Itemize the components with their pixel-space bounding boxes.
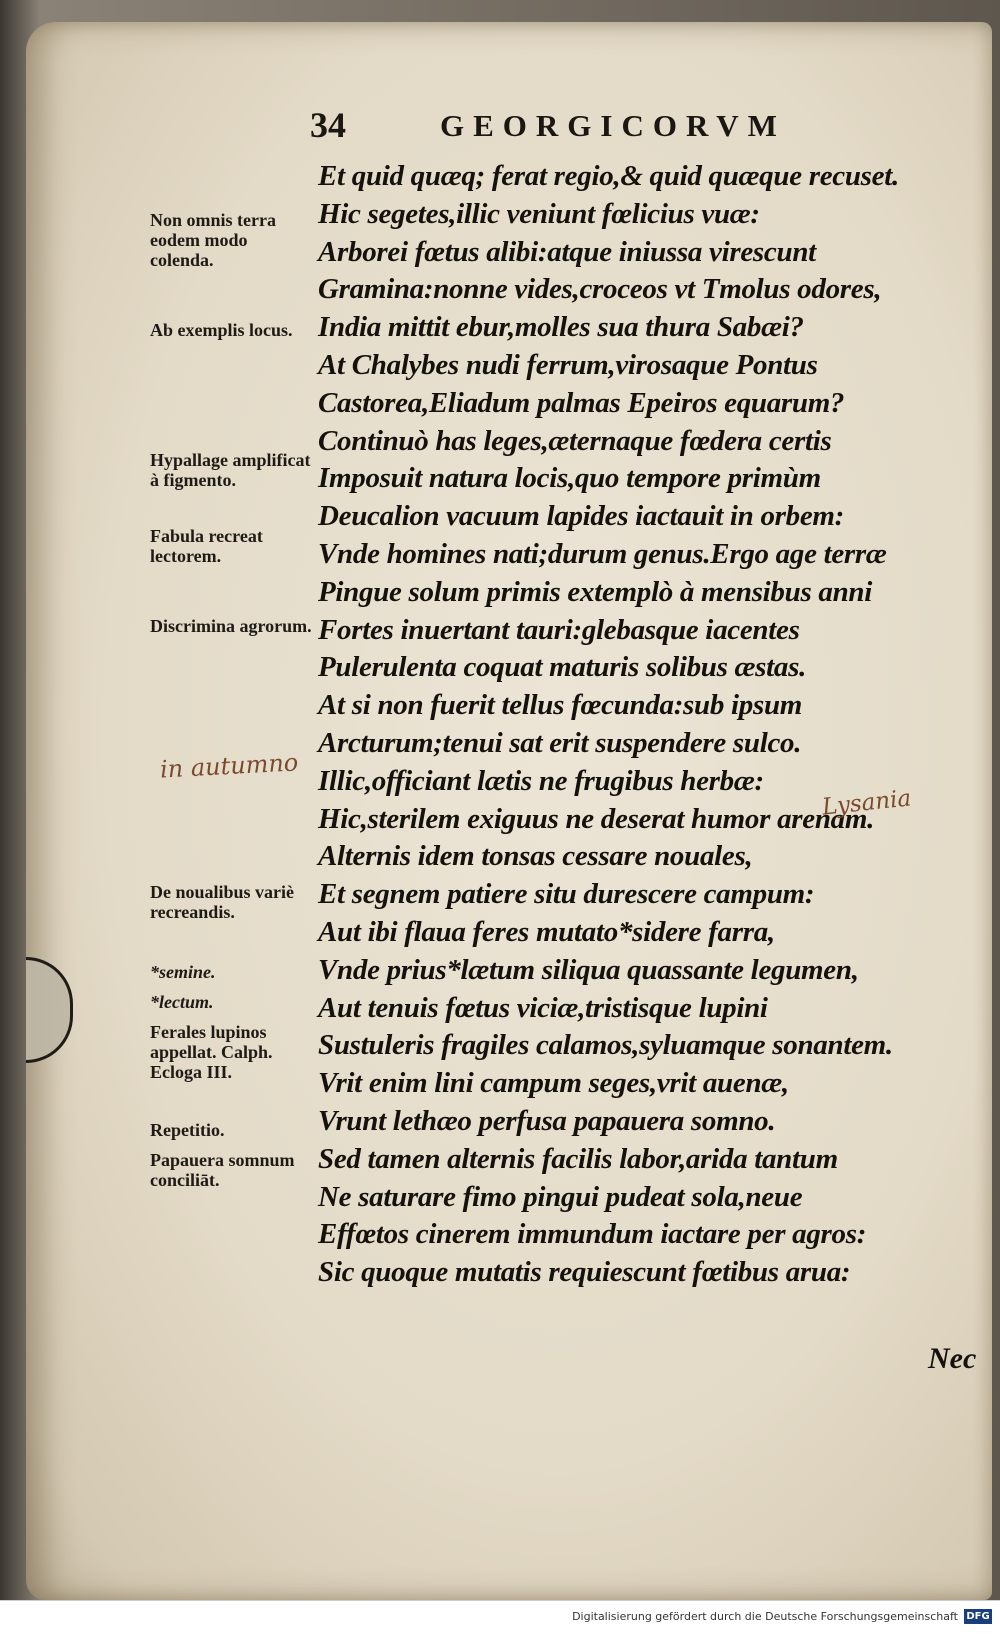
verse-line: Illic,officiant lætis ne frugibus herbæ:: [318, 764, 764, 797]
page-clip-icon: [26, 957, 73, 1063]
verse-line: Effœtos cinerem immundum iactare per agros:: [318, 1218, 867, 1251]
verse-line: At Chalybes nudi ferrum,virosaque Pontus: [318, 348, 818, 381]
page-number: 34: [310, 105, 346, 145]
verse-line: Vrit enim lini campum seges,vrit auenæ,: [318, 1067, 789, 1100]
verse-line: Deucalion vacuum lapides iactauit in orbem:: [318, 500, 845, 533]
verse-line: Gramina:nonne vides,croceos vt Tmolus odores,: [318, 273, 882, 306]
marginal-note: Fabula recreat lectorem.: [150, 526, 263, 566]
verse-line: Castorea,Eliadum palmas Epeiros equarum?: [318, 386, 845, 419]
marginal-note: Ferales lupinos appellat. Calph. Ecloga III.: [150, 1022, 273, 1082]
verse-line: Et segnem patiere situ durescere campum:: [318, 878, 815, 911]
verse-line: Arcturum;tenui sat erit suspendere sulco.: [318, 726, 802, 759]
handwritten-annotation: Lysania: [820, 785, 913, 821]
verse-line: Ne saturare fimo pingui pudeat sola,neue: [318, 1180, 803, 1213]
running-head: GEORGICORVM: [440, 108, 786, 143]
marginal-note: Hypallage amplificat à figmento.: [150, 450, 311, 490]
verse-line: Alternis idem tonsas cessare nouales,: [318, 840, 753, 873]
handwritten-annotation: in autumno: [159, 748, 299, 784]
footer-credit: Digitalisierung gefördert durch die Deutsche Forschungsgemeinschaft: [572, 1610, 958, 1623]
verse-line: Aut ibi flaua feres mutato*sidere farra,: [318, 915, 775, 948]
verse-line: Vnde homines nati;durum genus.Ergo age terræ: [318, 537, 887, 570]
marginal-note: Repetitio.: [150, 1120, 225, 1140]
verse-line: Et quid quæq; ferat regio,& quid quæque recuset.: [318, 160, 899, 192]
marginal-note: *lectum.: [150, 992, 214, 1012]
verse-line: Hic,sterilem exiguus ne deserat humor arenam.: [318, 802, 875, 835]
marginal-note: Non omnis terra eodem modo colenda.: [150, 210, 276, 270]
verse-line: India mittit ebur,molles sua thura Sabæi?: [318, 311, 804, 344]
dfg-logo: DFG: [964, 1609, 992, 1624]
verse-text: [318, 158, 988, 1292]
verse-line: Vrunt lethæo perfusa papauera somno.: [318, 1104, 776, 1137]
verse-line: Continuò has leges,æternaque fœdera certis: [318, 424, 832, 457]
verse-line: Sic quoque mutatis requiescunt fœtibus arua:: [318, 1256, 851, 1289]
marginal-note: De noualibus variè recreandis.: [150, 882, 295, 922]
verse-line: Sed tamen alternis facilis labor,arida tantum: [318, 1142, 838, 1175]
verse-line: Aut tenuis fœtus viciæ,tristisque lupini: [318, 991, 768, 1024]
page-header: [310, 104, 870, 152]
digitization-footer: [0, 1600, 1000, 1634]
verse-line: Arborei fœtus alibi:atque iniussa virescunt: [318, 235, 816, 268]
verse-line: Hic segetes,illic veniunt fœlicius vuæ:: [318, 197, 760, 230]
verse-line: At si non fuerit tellus fœcunda:sub ipsum: [318, 689, 803, 722]
marginal-note: Papauera somnum conciliāt.: [150, 1150, 295, 1190]
verse-line: Fortes inuertant tauri:glebasque iacentes: [318, 613, 800, 646]
verse-line: Imposuit natura locis,quo tempore primùm: [318, 462, 821, 495]
marginal-note: Ab exemplis locus.: [150, 320, 293, 340]
marginal-note: *semine.: [150, 962, 216, 982]
catchword: Nec: [928, 1342, 977, 1375]
verse-line: Pulerulenta coquat maturis solibus æstas.: [318, 651, 807, 684]
verse-line: Pingue solum primis extemplò à mensibus anni: [318, 575, 873, 608]
verse-line: Vnde prius*lætum siliqua quassante legumen,: [318, 953, 859, 986]
marginal-note: Discrimina agrorum.: [150, 616, 312, 636]
verse-line: Sustuleris fragiles calamos,syluamque sonantem.: [318, 1029, 893, 1062]
